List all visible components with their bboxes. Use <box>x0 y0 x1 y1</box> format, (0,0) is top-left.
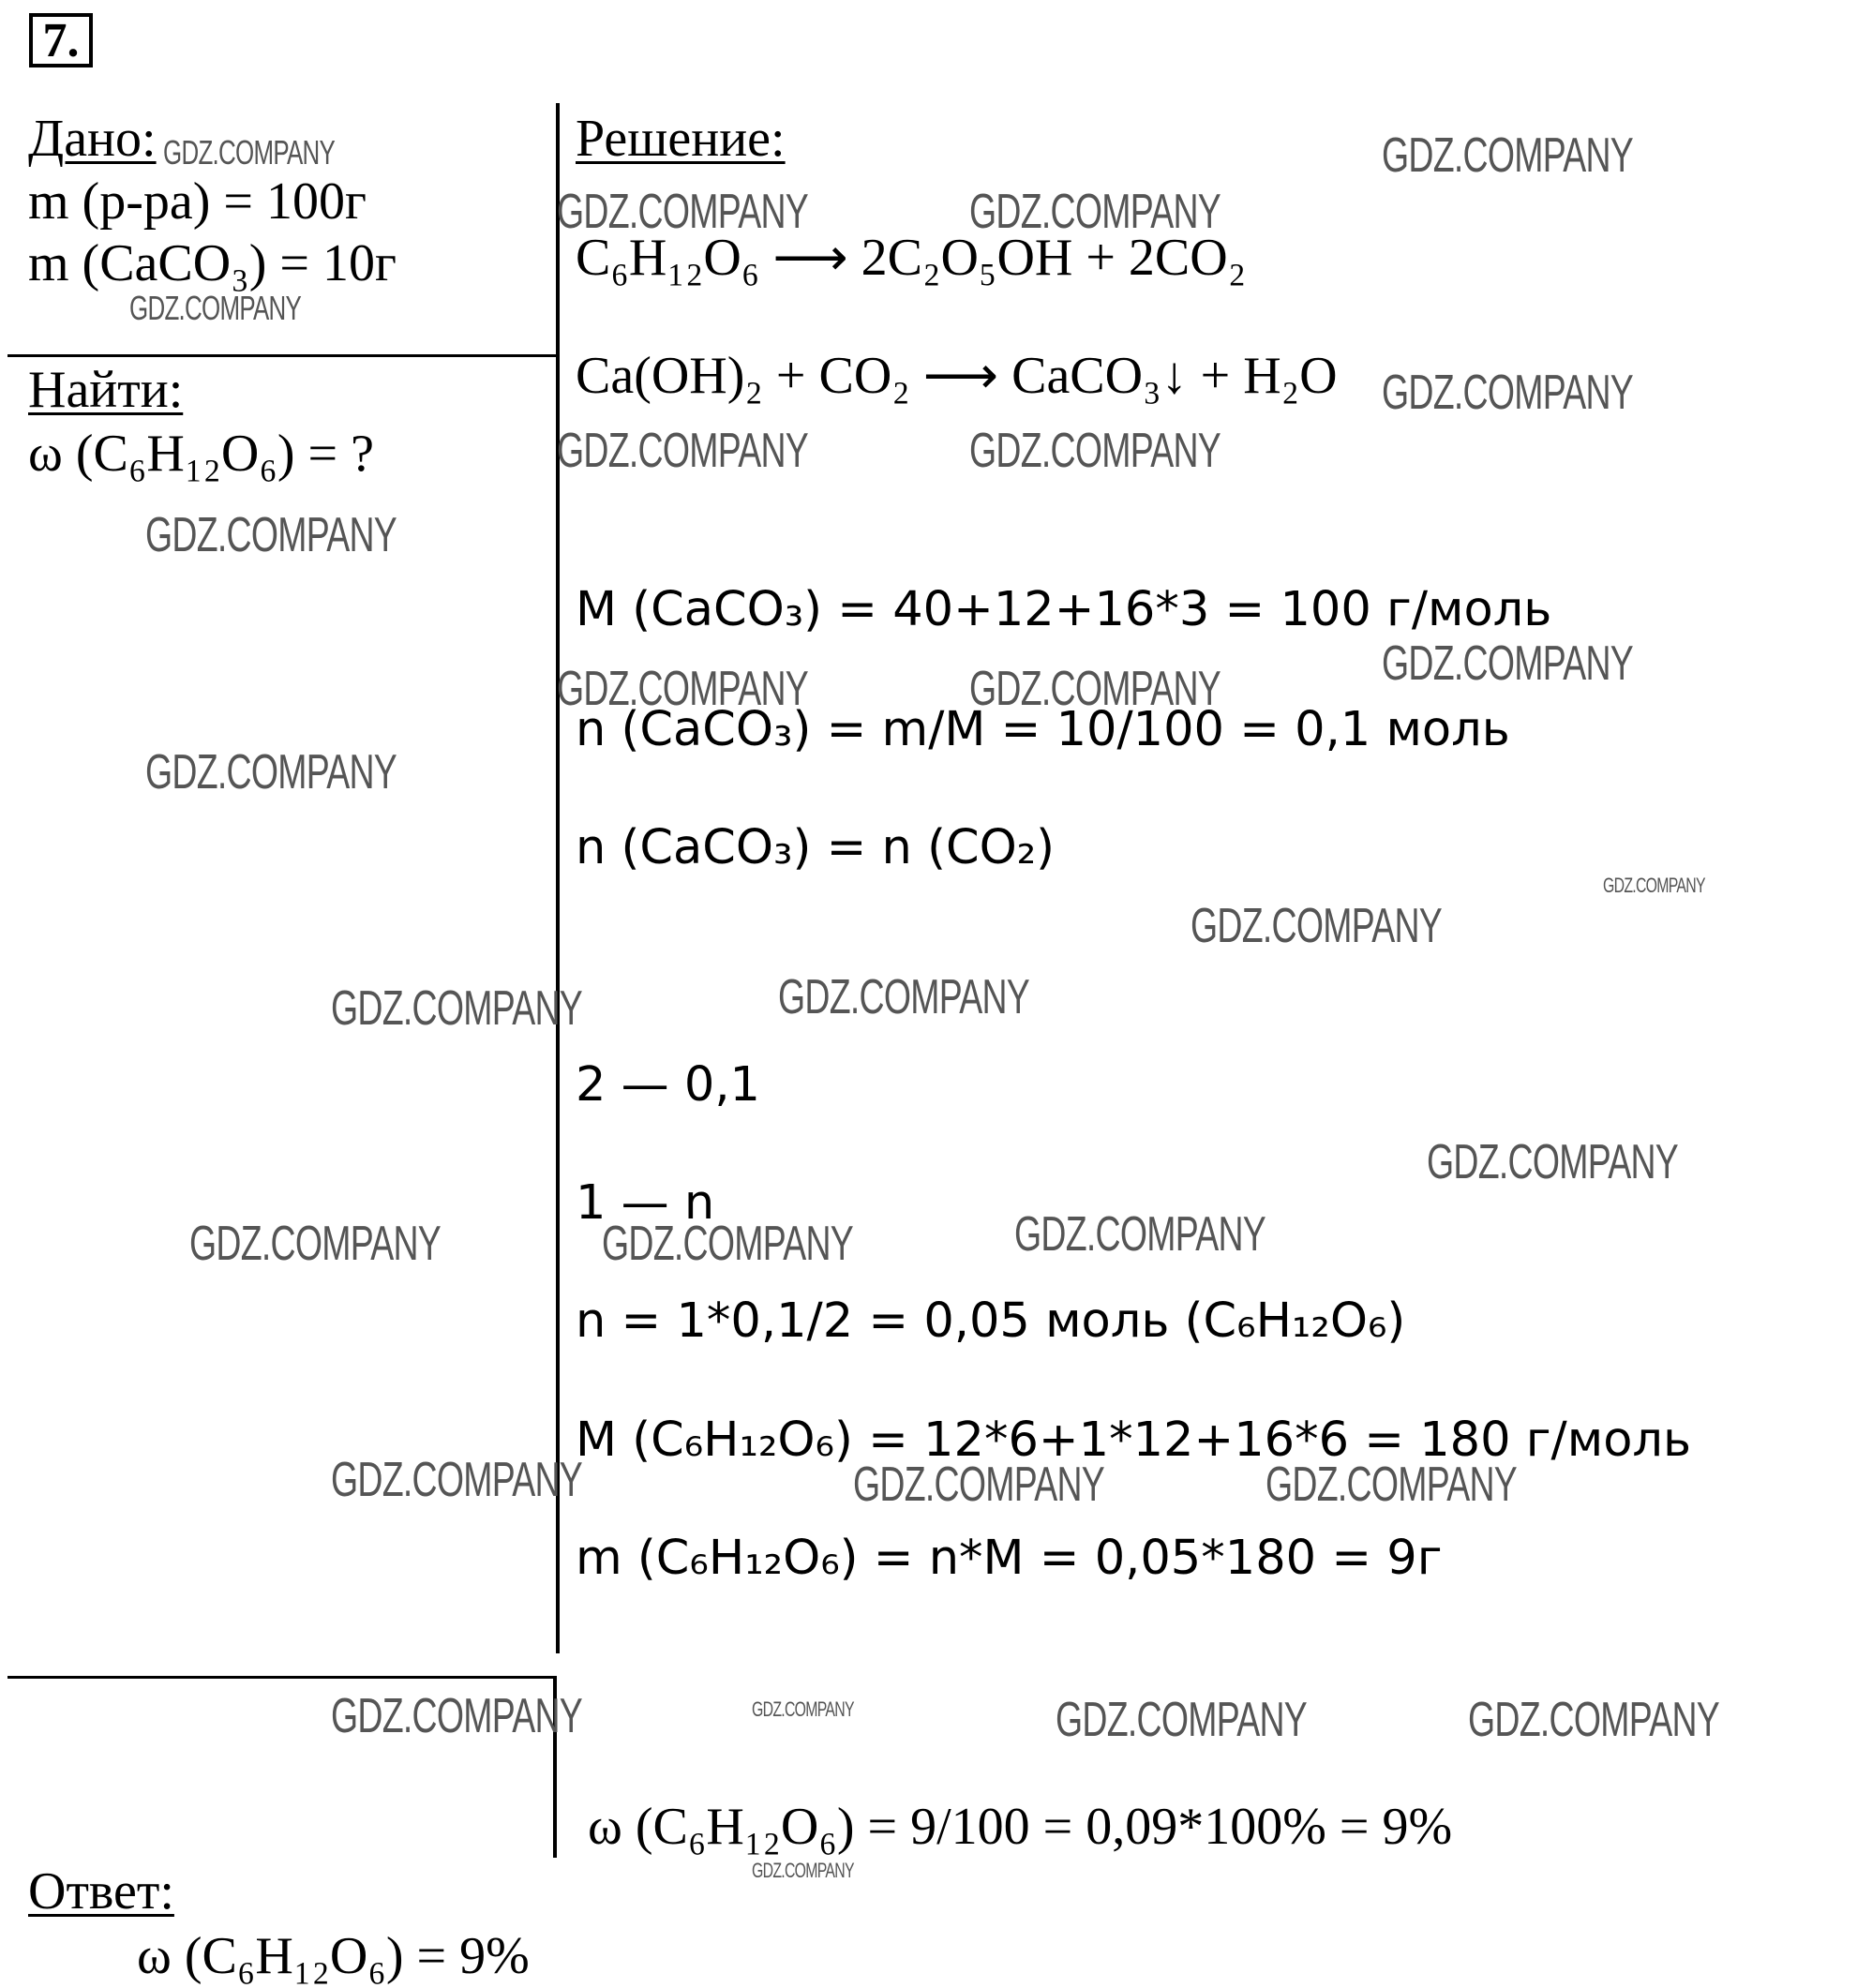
reaction-fermentation: C₆H₁₂O₆ ⟶ 2C₂O₅OH + 2CO₂ <box>576 229 1247 287</box>
step-molar-mass-caco3: M (CaCO₃) = 40+12+16*3 = 100 г/моль <box>576 582 1552 637</box>
watermark: GDZ.COMPANY <box>189 1217 442 1271</box>
watermark: GDZ.COMPANY <box>1468 1693 1720 1747</box>
watermark: GDZ.COMPANY <box>331 1689 583 1743</box>
watermark: GDZ.COMPANY <box>969 185 1221 239</box>
watermark: GDZ.COMPANY <box>1191 899 1443 953</box>
step-proportion-2: 1 — n <box>576 1175 715 1231</box>
watermark: GDZ.COMPANY <box>1014 1207 1266 1262</box>
answer-line: ω (C₆H₁₂O₆) = 9% <box>137 1927 530 1985</box>
watermark: GDZ.COMPANY <box>778 970 1030 1024</box>
step-mass-glucose: m (C₆H₁₂O₆) = n*M = 0,05*180 = 9г <box>576 1531 1443 1586</box>
watermark: GDZ.COMPANY <box>1382 636 1634 691</box>
divider-answer-top <box>7 1676 557 1679</box>
watermark: GDZ.COMPANY <box>1427 1135 1679 1189</box>
watermark: GDZ.COMPANY <box>1382 366 1634 420</box>
step-molar-mass-glucose: M (C₆H₁₂O₆) = 12*6+1*12+16*6 = 180 г/моль <box>576 1413 1692 1468</box>
watermark: GDZ.COMPANY <box>163 133 336 172</box>
watermark: GDZ.COMPANY <box>602 1217 854 1271</box>
watermark: GDZ.COMPANY <box>1603 874 1705 897</box>
given-heading: Дано: <box>28 110 157 168</box>
task-number-box <box>29 13 93 67</box>
watermark: GDZ.COMPANY <box>969 662 1221 716</box>
watermark: GDZ.COMPANY <box>752 1697 854 1721</box>
step-moles-equal: n (CaCO₃) = n (CO₂) <box>576 820 1056 875</box>
answer-heading: Ответ: <box>28 1862 174 1921</box>
watermark: GDZ.COMPANY <box>129 289 302 327</box>
final-mass-fraction: ω (C₆H₁₂O₆) = 9/100 = 0,09*100% = 9% <box>588 1798 1453 1856</box>
watermark: GDZ.COMPANY <box>969 424 1221 478</box>
divider-given-find <box>7 354 560 357</box>
divider-vertical-main <box>556 103 560 1653</box>
given-line-caco3-mass: m (CaCO₃) = 10г <box>28 234 397 292</box>
given-line-solution-mass: m (р-ра) = 100г <box>28 172 367 231</box>
step-moles-caco3: n (CaCO₃) = m/M = 10/100 = 0,1 моль <box>576 702 1510 757</box>
watermark: GDZ.COMPANY <box>1056 1693 1308 1747</box>
watermark: GDZ.COMPANY <box>145 508 397 562</box>
step-proportion-1: 2 — 0,1 <box>576 1057 760 1113</box>
watermark: GDZ.COMPANY <box>557 424 809 478</box>
watermark: GDZ.COMPANY <box>557 185 809 239</box>
watermark: GDZ.COMPANY <box>557 662 809 716</box>
watermark: GDZ.COMPANY <box>752 1859 854 1882</box>
watermark: GDZ.COMPANY <box>1265 1457 1518 1512</box>
watermark: GDZ.COMPANY <box>1382 128 1634 183</box>
watermark: GDZ.COMPANY <box>331 1453 583 1507</box>
watermark: GDZ.COMPANY <box>853 1457 1105 1512</box>
solution-heading: Решение: <box>576 110 786 168</box>
find-heading: Найти: <box>28 361 184 419</box>
step-moles-glucose: n = 1*0,1/2 = 0,05 моль (C₆H₁₂O₆) <box>576 1293 1406 1349</box>
watermark: GDZ.COMPANY <box>145 745 397 800</box>
watermark: GDZ.COMPANY <box>331 981 583 1036</box>
find-line: ω (C₆H₁₂O₆) = ? <box>28 425 374 483</box>
reaction-limewater: Ca(OH)₂ + CO₂ ⟶ CaCO₃↓ + H₂O <box>576 347 1338 405</box>
task-number: 7. <box>42 13 80 67</box>
